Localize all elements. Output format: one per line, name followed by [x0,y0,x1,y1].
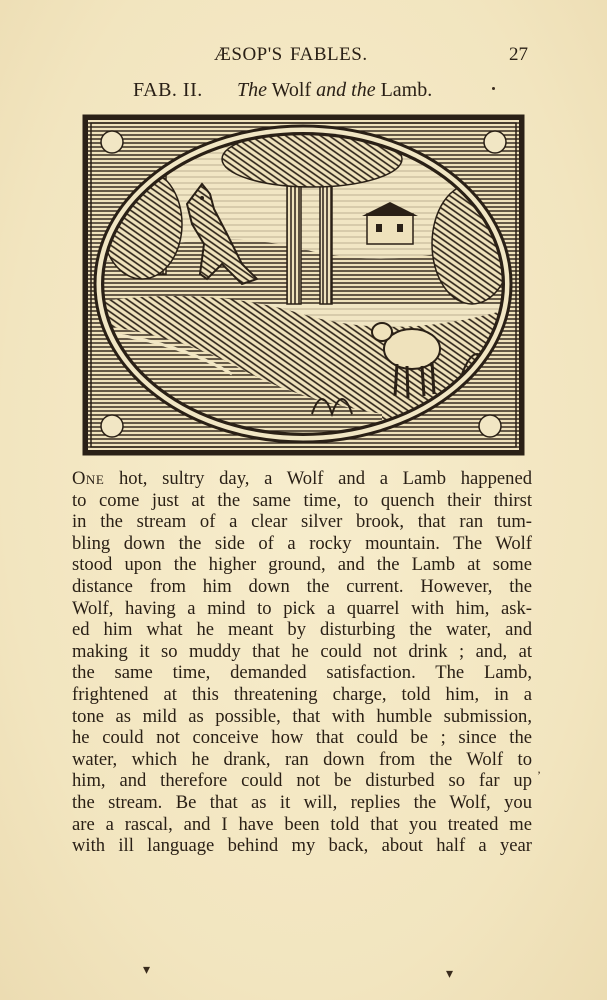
body-line-last: with ill language behind my back, about half a year [72,835,532,857]
page-number: 27 [509,44,528,65]
running-title: ÆSOP'S FABLES. [214,44,368,65]
fable-title [237,79,432,102]
body-line: water, which he drank, ran down from the Wolf to [72,748,532,770]
fable-title-and: and [316,79,347,101]
fable-title-wolf: Wolf [271,79,312,101]
running-head [0,44,607,70]
body-line: to come just at the same time, to quench their thirst [72,489,532,511]
fable-title-lamb: Lamb. [380,79,433,101]
printer-mark-right: ▾ [446,967,454,982]
body-line: are a rascal, and I have been told that you treated me [72,813,532,835]
body-line-1 [72,468,532,490]
stray-ink-dot [492,87,495,90]
body-line: tone as mild as possible, that with humble submission, [72,705,532,727]
body-line: the stream. Be that as it will, replies the Wolf, you [72,791,532,813]
printer-mark-left: ▾ [143,963,151,978]
margin-tick-mark: ’ [537,768,541,782]
fable-title-the: The [237,79,267,101]
woodcut-wolf-and-lamb-illustration [82,114,525,456]
body-first-word: One [72,468,105,489]
body-first-line-rest: hot, sultry day, a Wolf and a Lamb happened [104,468,532,489]
body-line: making it so muddy that he could not drink ; and, at [72,640,532,662]
body-line: Wolf, having a mind to pick a quarrel with him, ask- [72,597,532,619]
fable-body-text [72,468,532,857]
body-line: frightened at this threatening charge, told him, in a [72,683,532,705]
fable-heading [0,79,607,107]
body-line: the same time, demanded satisfaction. The Lamb, [72,662,532,684]
body-line: bling down the side of a rocky mountain. The Wolf [72,532,532,554]
body-line: distance from him down the current. However, the [72,575,532,597]
body-line: in the stream of a clear silver brook, that ran tum- [72,511,532,533]
body-line: stood upon the higher ground, and the Lamb at some [72,554,532,576]
fable-number: FAB. II. [133,79,203,101]
fable-title-the-2: the [351,79,376,101]
body-line: him, and therefore could not be disturbed so far up [72,770,532,792]
body-line: ed him what he meant by disturbing the water, and [72,619,532,641]
body-line: he could not conceive how that could be ; since the [72,727,532,749]
